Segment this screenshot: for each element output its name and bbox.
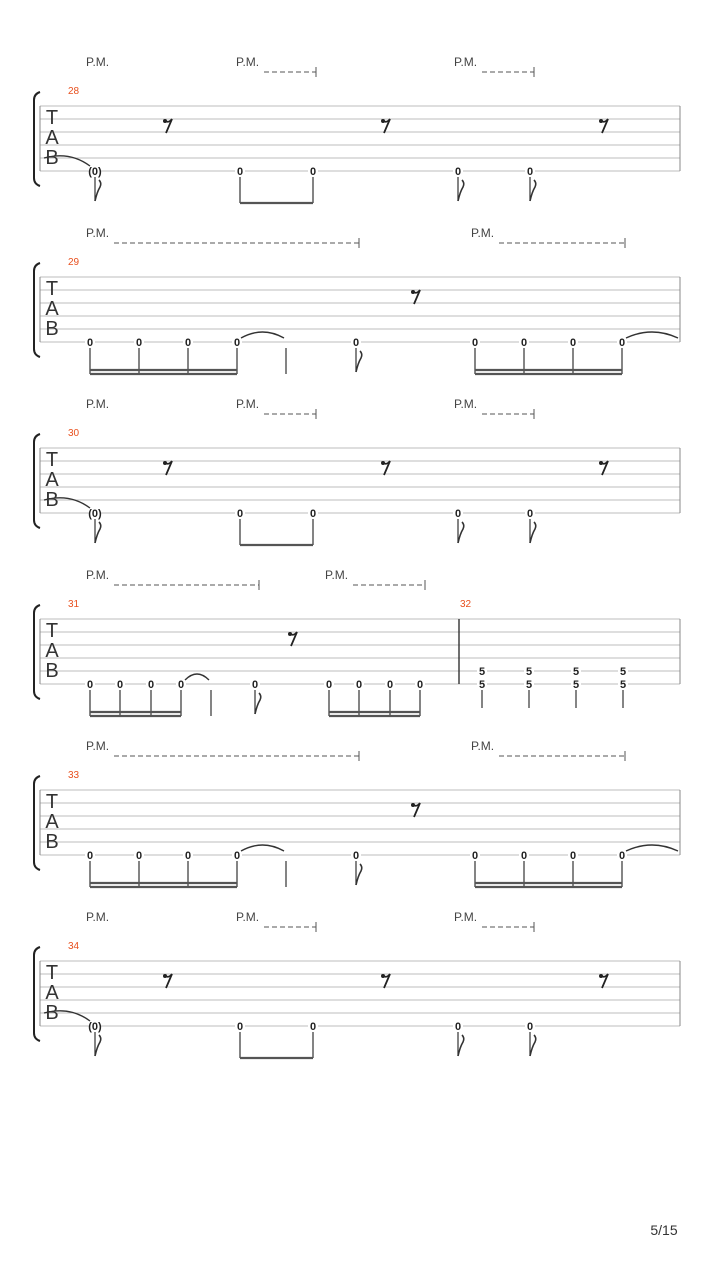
measure-number: 30 (68, 428, 80, 439)
eighth-rest-dot (599, 461, 603, 465)
fret-number: 0 (236, 166, 244, 178)
fret-number: 5 (619, 679, 627, 691)
note-flag (458, 1035, 464, 1056)
fret-number: 0 (86, 679, 94, 691)
palm-mute-label: P.M. (454, 55, 478, 69)
page-indicator: 5/15 (650, 1222, 678, 1238)
fret-number: 0 (251, 679, 259, 691)
eighth-rest-dot (163, 974, 167, 978)
fret-number: 0 (236, 508, 244, 520)
fret-number: 0 (309, 508, 317, 520)
palm-mute-label: P.M. (86, 568, 110, 582)
tab-clef-letter: A (45, 640, 59, 662)
tie (241, 845, 284, 851)
fret-number: 0 (236, 1021, 244, 1033)
tab-clef-letter: A (45, 298, 59, 320)
tab-clef-letter: T (45, 962, 59, 984)
eighth-rest-dot (381, 119, 385, 123)
palm-mute-label: P.M. (236, 55, 260, 69)
fret-number: 0 (454, 1021, 462, 1033)
tab-clef-letter: A (45, 469, 59, 491)
tab-clef-letter: B (45, 660, 59, 682)
eighth-rest-dot (599, 974, 603, 978)
palm-mute-label: P.M. (236, 397, 260, 411)
tab-clef-letter: B (45, 1002, 59, 1024)
tab-clef-letter: A (45, 127, 59, 149)
system-bracket (34, 434, 40, 528)
eighth-rest-dot (411, 803, 415, 807)
fret-number: 0 (309, 1021, 317, 1033)
fret-number: 0 (147, 679, 155, 691)
note-flag (95, 522, 101, 543)
fret-number: 0 (526, 1021, 534, 1033)
note-flag (530, 180, 536, 201)
fret-number: 0 (526, 166, 534, 178)
tie (626, 332, 678, 338)
note-flag (95, 1035, 101, 1056)
palm-mute-label: P.M. (86, 739, 110, 753)
measure-number: 31 (68, 599, 80, 610)
fret-number: (0) (88, 1021, 102, 1033)
measure-number: 32 (460, 599, 472, 610)
fret-number: 0 (184, 850, 192, 862)
tie (626, 845, 678, 851)
tie (241, 332, 284, 338)
fret-number: 5 (572, 679, 580, 691)
system-bracket (34, 947, 40, 1041)
fret-number: 0 (520, 337, 528, 349)
fret-number: 0 (454, 508, 462, 520)
fret-number: 5 (525, 679, 533, 691)
fret-number: 0 (352, 337, 360, 349)
fret-number: 0 (135, 850, 143, 862)
fret-number: 5 (478, 666, 486, 678)
note-flag (356, 351, 362, 372)
eighth-rest-dot (381, 974, 385, 978)
system-bracket (34, 605, 40, 699)
measure-number: 34 (68, 941, 80, 952)
fret-number: 0 (86, 850, 94, 862)
fret-number: 5 (525, 666, 533, 678)
palm-mute-label: P.M. (325, 568, 349, 582)
fret-number: (0) (88, 508, 102, 520)
eighth-rest-dot (163, 461, 167, 465)
tab-clef-letter: T (45, 791, 59, 813)
fret-number: 0 (416, 679, 424, 691)
note-flag (95, 180, 101, 201)
fret-number: 0 (184, 337, 192, 349)
fret-number: 0 (526, 508, 534, 520)
fret-number: 0 (233, 337, 241, 349)
fret-number: 0 (309, 166, 317, 178)
eighth-rest-dot (288, 632, 292, 636)
fret-number: 0 (177, 679, 185, 691)
tab-clef-letter: A (45, 811, 59, 833)
note-flag (458, 180, 464, 201)
tab-clef-letter: A (45, 982, 59, 1004)
palm-mute-label: P.M. (471, 739, 495, 753)
eighth-rest-dot (163, 119, 167, 123)
eighth-rest-dot (381, 461, 385, 465)
fret-number: 0 (471, 337, 479, 349)
palm-mute-label: P.M. (236, 910, 260, 924)
tab-clef-letter: T (45, 620, 59, 642)
note-flag (255, 693, 261, 714)
fret-number: 0 (618, 337, 626, 349)
measure-number: 33 (68, 770, 80, 781)
palm-mute-label: P.M. (86, 397, 110, 411)
fret-number: 5 (619, 666, 627, 678)
fret-number: 0 (135, 337, 143, 349)
palm-mute-label: P.M. (86, 226, 110, 240)
fret-number: 0 (386, 679, 394, 691)
measure-number: 29 (68, 257, 80, 268)
eighth-rest-dot (411, 290, 415, 294)
fret-number: 0 (569, 337, 577, 349)
note-flag (458, 522, 464, 543)
fret-number: 0 (233, 850, 241, 862)
fret-number: 0 (618, 850, 626, 862)
system-bracket (34, 776, 40, 870)
fret-number: 0 (520, 850, 528, 862)
fret-number: 0 (471, 850, 479, 862)
palm-mute-label: P.M. (86, 55, 110, 69)
fret-number: 5 (478, 679, 486, 691)
note-flag (356, 864, 362, 885)
tab-clef-letter: B (45, 489, 59, 511)
fret-number: (0) (88, 166, 102, 178)
tie (185, 674, 209, 680)
measure-number: 28 (68, 86, 80, 97)
fret-number: 0 (325, 679, 333, 691)
fret-number: 0 (352, 850, 360, 862)
tab-clef-letter: T (45, 107, 59, 129)
system-bracket (34, 92, 40, 186)
eighth-rest-dot (599, 119, 603, 123)
palm-mute-label: P.M. (454, 397, 478, 411)
fret-number: 0 (116, 679, 124, 691)
tab-clef-letter: T (45, 449, 59, 471)
tab-clef-letter: T (45, 278, 59, 300)
fret-number: 0 (355, 679, 363, 691)
fret-number: 0 (86, 337, 94, 349)
palm-mute-label: P.M. (86, 910, 110, 924)
tab-clef-letter: B (45, 147, 59, 169)
palm-mute-label: P.M. (471, 226, 495, 240)
fret-number: 5 (572, 666, 580, 678)
fret-number: 0 (569, 850, 577, 862)
tab-clef-letter: B (45, 318, 59, 340)
tab-clef-letter: B (45, 831, 59, 853)
note-flag (530, 522, 536, 543)
palm-mute-label: P.M. (454, 910, 478, 924)
note-flag (530, 1035, 536, 1056)
fret-number: 0 (454, 166, 462, 178)
system-bracket (34, 263, 40, 357)
